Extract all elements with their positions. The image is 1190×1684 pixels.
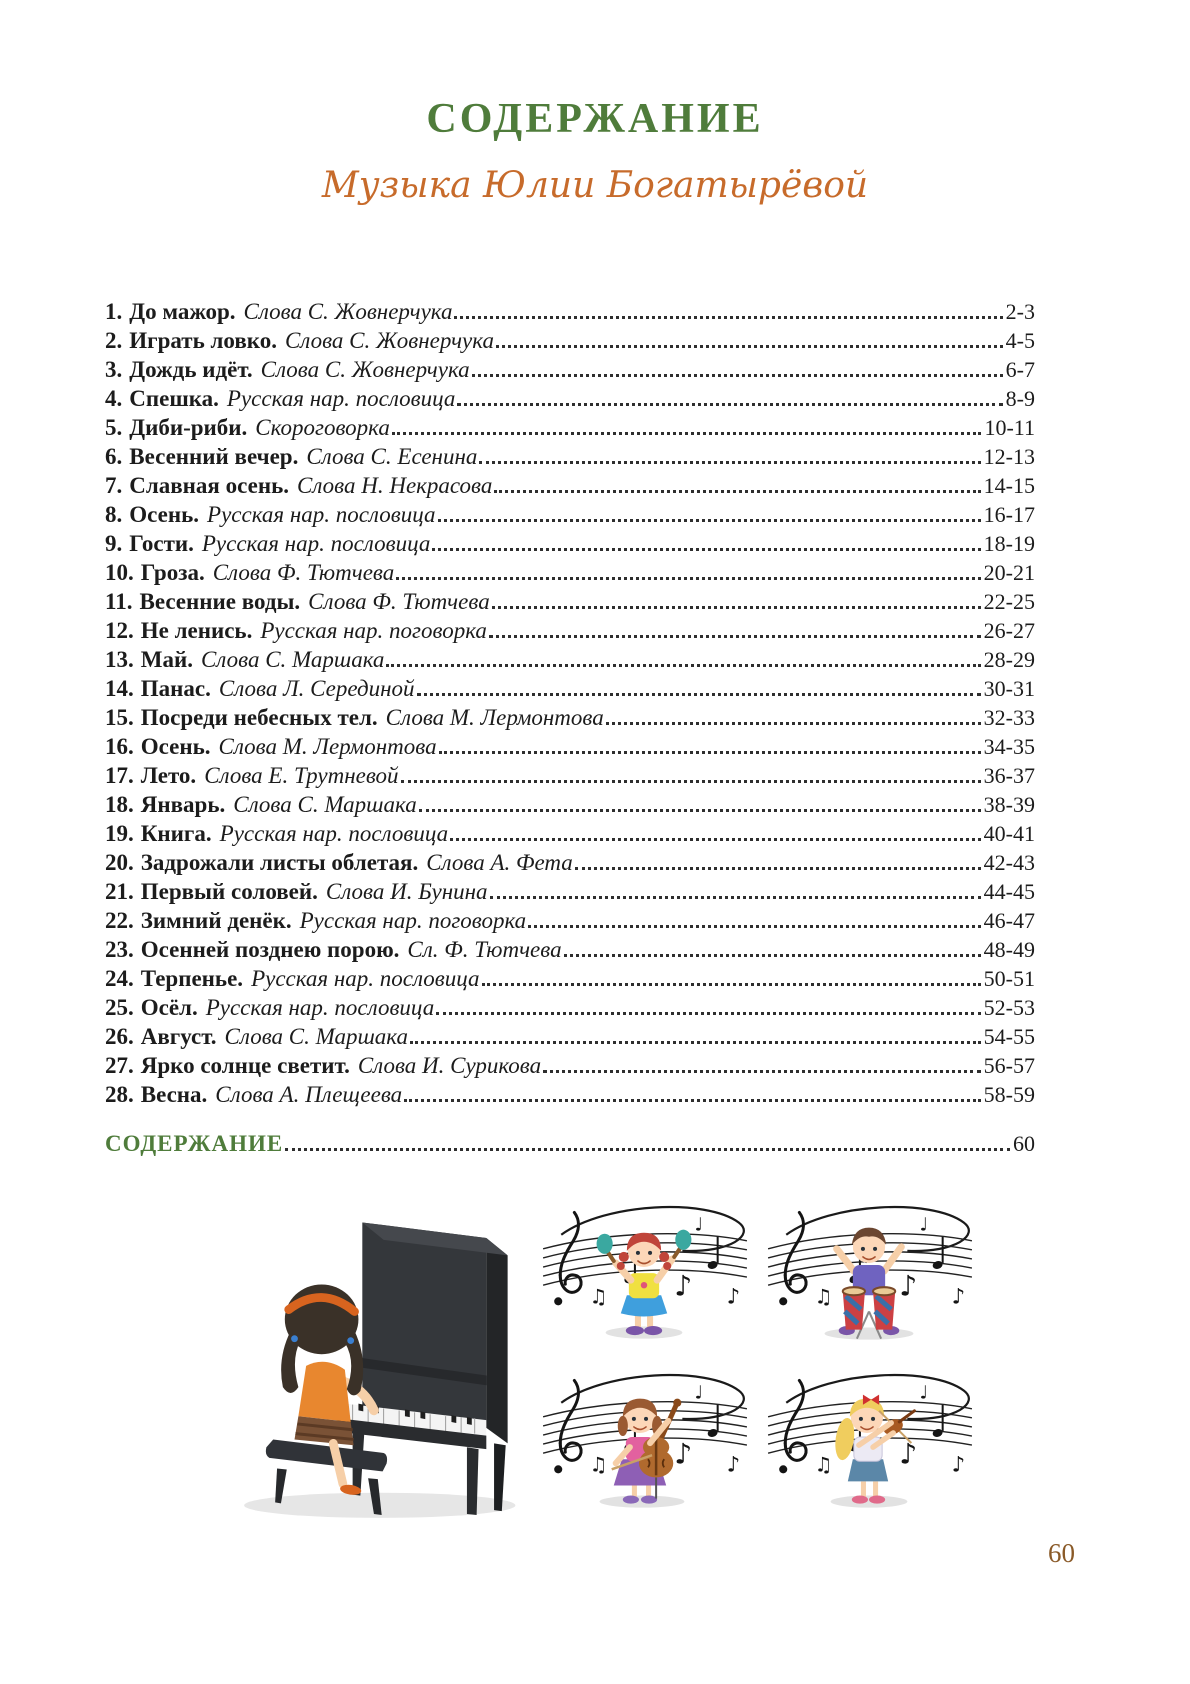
dot-leader: [410, 1041, 981, 1044]
toc-entry-pages: 30-31: [983, 676, 1035, 701]
toc-entry-number: 26.: [105, 1024, 134, 1049]
toc-entry: [105, 674, 1035, 703]
toc-entry-title: Весна.: [140, 1082, 208, 1107]
toc-entry: [105, 529, 1035, 558]
toc-entry: [105, 326, 1035, 355]
toc-entry-pages: 18-19: [983, 531, 1035, 556]
dot-leader: [543, 1070, 981, 1073]
toc-entry-source: Русская нар. пословица: [201, 531, 431, 556]
toc-entry-source: Слова А. Фета: [426, 850, 573, 875]
toc-entry-source: Русская нар. пословица: [207, 502, 436, 527]
toc-entry-title: Август.: [140, 1024, 217, 1049]
toc-entry-title: Играть ловко.: [129, 328, 277, 353]
toc-entry-title: Январь.: [140, 792, 226, 817]
dot-leader: [439, 751, 981, 754]
toc-entry-source: Скороговорка: [255, 415, 390, 440]
toc-entry-pages: 38-39: [983, 792, 1035, 817]
dot-leader: [482, 983, 981, 986]
toc-list: [105, 297, 1035, 1109]
toc-entry-source: Слова С. Маршака: [200, 647, 385, 672]
toc-entry-number: 14.: [105, 676, 134, 701]
toc-entry-pages: 56-57: [983, 1053, 1035, 1078]
toc-entry: [105, 645, 1035, 674]
toc-entry-source: Сл. Ф. Тютчева: [407, 937, 562, 962]
toc-entry-title: Осенней позднею порою.: [140, 937, 400, 962]
toc-entry-source: Русская нар. поговорка: [299, 908, 527, 933]
toc-entry-title: Лето.: [140, 763, 197, 788]
toc-footer-pages: 60: [1013, 1131, 1035, 1156]
toc-entry-number: 27.: [105, 1053, 134, 1078]
toc-entry-number: 20.: [105, 850, 134, 875]
toc-entry-source: Слова И. Бунина: [325, 879, 488, 904]
toc-entry-title: Первый соловей.: [140, 879, 318, 904]
girl-with-cello-figure: [600, 1399, 685, 1508]
toc-entry-source: Слова С. Жовнерчука: [260, 357, 470, 382]
toc-entry-title: Весенний вечер.: [129, 444, 299, 469]
page-number: 60: [1048, 1538, 1075, 1568]
girl-with-maracas-illustration: [533, 1190, 755, 1342]
dot-leader: [419, 809, 981, 812]
toc-entry-source: Слова Ф. Тютчева: [308, 589, 490, 614]
toc-entry: [105, 1080, 1035, 1109]
toc-entry-pages: 2-3: [1005, 299, 1035, 324]
toc-entry-number: 16.: [105, 734, 134, 759]
toc-entry: [105, 993, 1035, 1022]
girl-playing-piano-illustration: [217, 1190, 527, 1530]
piano-illustration: [217, 1190, 527, 1535]
toc-entry-pages: 28-29: [983, 647, 1035, 672]
toc-entry-pages: 48-49: [983, 937, 1035, 962]
toc-entry-source: Слова М. Лермонтова: [385, 705, 604, 730]
toc-entry-title: Осёл.: [140, 995, 198, 1020]
toc-entry-source: Русская нар. пословица: [219, 821, 449, 846]
toc-entry-pages: 52-53: [983, 995, 1035, 1020]
toc-entry-number: 28.: [105, 1082, 134, 1107]
dot-leader: [492, 606, 981, 609]
toc-entry-title: Книга.: [140, 821, 212, 846]
dot-leader: [564, 954, 981, 957]
toc-entry-title: Зимний денёк.: [140, 908, 292, 933]
toc-entry: [105, 964, 1035, 993]
toc-entry-number: 6.: [105, 444, 123, 469]
dot-leader: [417, 693, 981, 696]
page-subtitle: Музыка Юлии Богатырёвой: [321, 165, 869, 206]
toc-entry-source: Русская нар. пословица: [251, 966, 480, 991]
toc-entry: [105, 761, 1035, 790]
toc-entry-title: Ярко солнце светит.: [140, 1053, 350, 1078]
dot-leader: [404, 1099, 981, 1102]
toc-entry: [105, 732, 1035, 761]
toc-entry-pages: 16-17: [983, 502, 1035, 527]
toc-entry: [105, 848, 1035, 877]
toc-entry-number: 11.: [105, 589, 133, 614]
toc-entry-source: Слова С. Маршака: [233, 792, 417, 817]
toc-entry-source: Русская нар. пословица: [205, 995, 435, 1020]
toc-entry-pages: 4-5: [1005, 328, 1035, 353]
toc-entry-pages: 42-43: [983, 850, 1035, 875]
dot-leader: [494, 490, 980, 493]
dot-leader: [386, 664, 980, 667]
toc-entry-pages: 32-33: [983, 705, 1035, 730]
toc-entry-title: Спешка.: [129, 386, 219, 411]
toc-entry-number: 18.: [105, 792, 134, 817]
dot-leader: [285, 1148, 1010, 1151]
toc-entry-number: 5.: [105, 415, 123, 440]
toc-entry-source: Слова Е. Трутневой: [204, 763, 399, 788]
toc-entry-source: Слова Ф. Тютчева: [212, 560, 395, 585]
toc-entry-title: Панас.: [140, 676, 211, 701]
toc-entry-pages: 22-25: [983, 589, 1035, 614]
toc-entry-pages: 14-15: [983, 473, 1035, 498]
toc-entry-number: 23.: [105, 937, 134, 962]
toc-entry: [105, 413, 1035, 442]
boy-with-congas-illustration: [758, 1190, 980, 1342]
toc-entry-title: Дождь идёт.: [129, 357, 253, 382]
toc-entry-source: Русская нар. поговорка: [260, 618, 487, 643]
dot-leader: [575, 867, 981, 870]
toc-entry: [105, 877, 1035, 906]
toc-footer-entry: [105, 1129, 1035, 1158]
bottom-artwork: [105, 1190, 1085, 1560]
dot-leader: [436, 1012, 980, 1015]
toc-entry-pages: 26-27: [983, 618, 1035, 643]
toc-entry-title: Посреди небесных тел.: [140, 705, 378, 730]
toc-entry: [105, 935, 1035, 964]
toc-entry-pages: 54-55: [983, 1024, 1035, 1049]
toc-entry-title: Гости.: [129, 531, 194, 556]
toc-entry: [105, 819, 1035, 848]
toc-entry-title: Славная осень.: [129, 473, 289, 498]
toc-entry-source: Слова С. Жовнерчука: [284, 328, 494, 353]
toc-entry-title: Осень.: [140, 734, 211, 759]
dot-leader: [490, 896, 981, 899]
toc-entry-title: Весенние воды.: [139, 589, 301, 614]
toc-entry-title: Не ленись.: [140, 618, 253, 643]
toc-entry-pages: 6-7: [1005, 357, 1035, 382]
toc-entry-pages: 10-11: [984, 415, 1035, 440]
toc-entry-pages: 8-9: [1005, 386, 1035, 411]
toc-entry: [105, 558, 1035, 587]
dot-leader: [450, 838, 981, 841]
toc-entry-source: Слова С. Есенина: [306, 444, 478, 469]
toc-entry-number: 1.: [105, 299, 123, 324]
toc-entry: [105, 616, 1035, 645]
page-title: СОДЕРЖАНИЕ: [426, 96, 764, 142]
toc-entry: [105, 471, 1035, 500]
toc-entry-number: 15.: [105, 705, 134, 730]
toc-entry-number: 10.: [105, 560, 134, 585]
dot-leader: [438, 519, 981, 522]
toc-entry-title: Задрожали листы облетая.: [140, 850, 419, 875]
toc-entry-pages: 40-41: [983, 821, 1035, 846]
toc-entry-number: 12.: [105, 618, 134, 643]
girl-with-cello-illustration: [533, 1358, 755, 1510]
toc-entry: [105, 1022, 1035, 1051]
toc-entry-title: Май.: [140, 647, 193, 672]
dot-leader: [401, 780, 981, 783]
toc-entry-number: 9.: [105, 531, 123, 556]
toc-entry-number: 21.: [105, 879, 134, 904]
toc-entry-title: Гроза.: [140, 560, 205, 585]
toc-entry-number: 8.: [105, 502, 123, 527]
toc-entry-pages: 50-51: [983, 966, 1035, 991]
toc-entry-title: Осень.: [129, 502, 200, 527]
toc-entry-number: 13.: [105, 647, 134, 672]
table-of-contents: [105, 297, 1035, 1158]
dot-leader: [457, 403, 1002, 406]
toc-entry-number: 2.: [105, 328, 123, 353]
dot-leader: [496, 345, 1003, 348]
toc-entry-source: Слова А. Плещеева: [215, 1082, 403, 1107]
toc-entry-number: 17.: [105, 763, 134, 788]
toc-entry: [105, 1051, 1035, 1080]
kids-illustrations-grid: [533, 1190, 983, 1526]
dot-leader: [392, 432, 982, 435]
toc-entry-pages: 46-47: [983, 908, 1035, 933]
toc-entry: [105, 384, 1035, 413]
toc-entry: [105, 500, 1035, 529]
toc-entry-pages: 58-59: [983, 1082, 1035, 1107]
toc-entry: [105, 297, 1035, 326]
toc-entry-pages: 34-35: [983, 734, 1035, 759]
dot-leader: [489, 635, 981, 638]
toc-entry-source: Слова М. Лермонтова: [218, 734, 437, 759]
dot-leader: [472, 374, 1003, 377]
dot-leader: [606, 722, 981, 725]
toc-entry-source: Слова Н. Некрасова: [297, 473, 493, 498]
dot-leader: [479, 461, 980, 464]
girl-with-violin-illustration: [758, 1358, 980, 1510]
toc-entry: [105, 906, 1035, 935]
toc-entry-pages: 20-21: [983, 560, 1035, 585]
dot-leader: [396, 577, 980, 580]
toc-entry: [105, 442, 1035, 471]
toc-entry: [105, 790, 1035, 819]
toc-entry: [105, 355, 1035, 384]
toc-entry-source: Слова Л. Серединой: [218, 676, 415, 701]
toc-entry-number: 4.: [105, 386, 123, 411]
toc-footer-label: СОДЕРЖАНИЕ: [105, 1131, 284, 1156]
toc-entry-title: Диби-риби.: [129, 415, 248, 440]
page-header: [0, 98, 1190, 204]
toc-entry-number: 3.: [105, 357, 123, 382]
toc-entry-source: Слова С. Жовнерчука: [243, 299, 453, 324]
toc-entry-source: Слова И. Сурикова: [357, 1053, 542, 1078]
toc-entry: [105, 587, 1035, 616]
toc-entry-number: 24.: [105, 966, 134, 991]
dot-leader: [454, 316, 1002, 319]
toc-entry-source: Слова С. Маршака: [224, 1024, 408, 1049]
dot-leader: [432, 548, 980, 551]
dot-leader: [528, 925, 980, 928]
toc-entry-number: 19.: [105, 821, 134, 846]
toc-entry-source: Русская нар. пословица: [226, 386, 456, 411]
toc-entry-title: Терпенье.: [140, 966, 244, 991]
toc-entry-pages: 36-37: [983, 763, 1035, 788]
toc-entry-number: 22.: [105, 908, 134, 933]
toc-entry: [105, 703, 1035, 732]
toc-entry-number: 25.: [105, 995, 134, 1020]
toc-entry-number: 7.: [105, 473, 123, 498]
toc-entry-pages: 12-13: [983, 444, 1035, 469]
toc-entry-title: До мажор.: [129, 299, 236, 324]
toc-entry-pages: 44-45: [983, 879, 1035, 904]
